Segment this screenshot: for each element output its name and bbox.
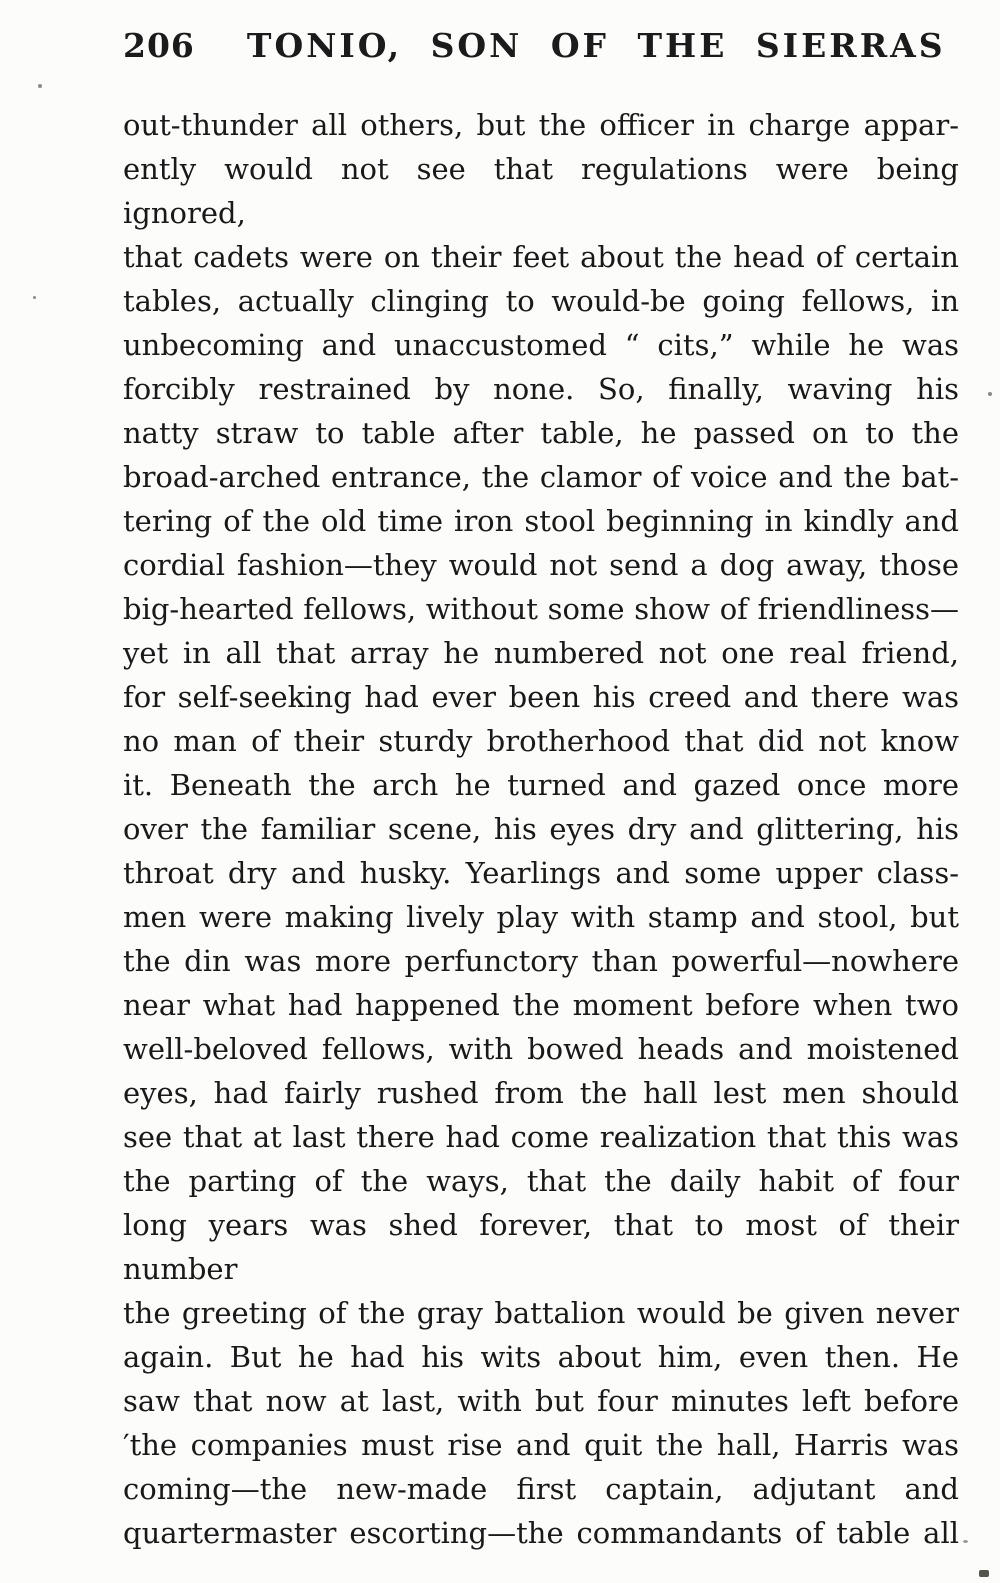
text-line: broad-arched entrance, the clamor of voice and the bat- <box>123 460 959 494</box>
text-line: the parting of the ways, that the daily habit of four <box>123 1164 959 1198</box>
text-line: near what had happened the moment before when two <box>123 988 959 1022</box>
text-line: that cadets were on their feet about the head of certain <box>123 240 959 274</box>
text-line: again. But he had his wits about him, even then. He <box>123 1340 959 1374</box>
text-line: tering of the old time iron stool beginning in kindly and <box>123 504 959 538</box>
text-line: see that at last there had come realization that this was <box>123 1120 959 1154</box>
scan-speck <box>963 1540 968 1543</box>
text-line: big-hearted fellows, without some show of friendliness— <box>123 592 959 626</box>
text-line: throat dry and husky. Yearlings and some upper class- <box>123 856 959 890</box>
text-line: cordial fashion—they would not send a dog away, those <box>123 548 959 582</box>
text-line: out-thunder all others, but the officer in charge appar- <box>123 108 959 142</box>
text-line: ently would not see that regulations were being ignored, <box>123 152 959 230</box>
scan-speck <box>33 296 36 299</box>
scan-speck <box>979 1570 989 1577</box>
text-line: eyes, had fairly rushed from the hall lest men should <box>123 1076 959 1110</box>
text-line: the din was more perfunctory than powerful—nowhere <box>123 944 959 978</box>
text-line: over the familiar scene, his eyes dry and glittering, his <box>123 812 959 846</box>
running-title: TONIO, SON OF THE SIERRAS <box>246 26 946 65</box>
text-line: for self-seeking had ever been his creed and there was <box>123 680 959 714</box>
text-line: yet in all that array he numbered not one real friend, <box>123 636 959 670</box>
text-line: unbecoming and unaccustomed “ cits,” while he was <box>123 328 959 362</box>
text-line: quartermaster escorting—the commandants of table all <box>123 1516 959 1550</box>
text-line: it. Beneath the arch he turned and gazed once more <box>123 768 959 802</box>
text-line: coming—the new-made first captain, adjutant and <box>123 1472 959 1506</box>
page-number: 206 <box>123 26 195 65</box>
text-line: no man of their sturdy brotherhood that did not know <box>123 724 959 758</box>
text-line: well-beloved fellows, with bowed heads and moistened <box>123 1032 959 1066</box>
text-line: long years was shed forever, that to most of their number <box>123 1208 959 1286</box>
scan-speck <box>38 84 42 88</box>
page-header <box>123 26 959 65</box>
text-line: forcibly restrained by none. So, finally, waving his <box>123 372 959 406</box>
text-line: men were making lively play with stamp and stool, but <box>123 900 959 934</box>
text-line: the greeting of the gray battalion would be given never <box>123 1296 959 1330</box>
text-line: saw that now at last, with but four minutes left before <box>123 1384 959 1418</box>
text-line: tables, actually clinging to would-be going fellows, in <box>123 284 959 318</box>
body-text <box>123 103 959 1555</box>
text-line: ′the companies must rise and quit the hall, Harris was <box>123 1428 959 1462</box>
text-line: natty straw to table after table, he passed on to the <box>123 416 959 450</box>
scan-speck <box>988 392 992 396</box>
